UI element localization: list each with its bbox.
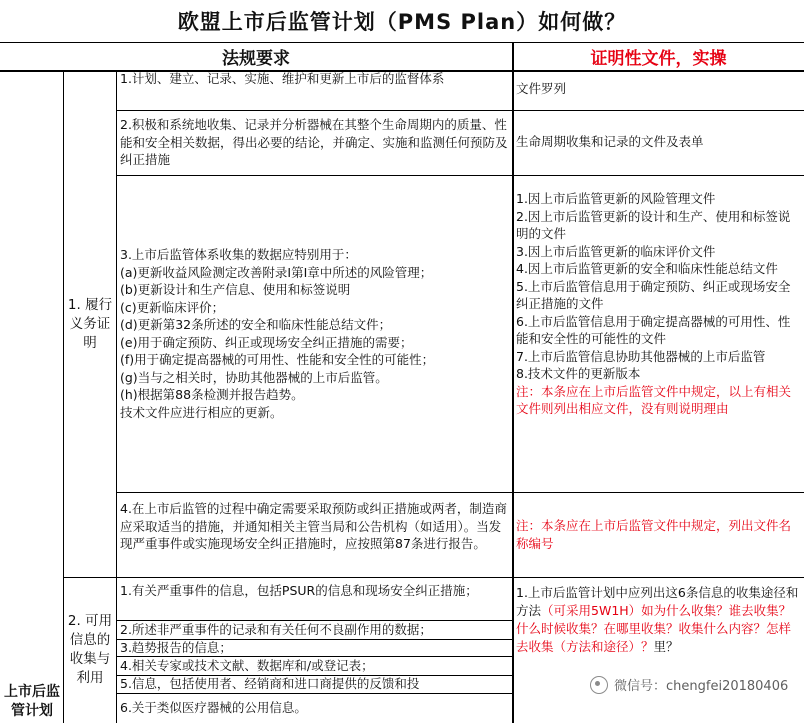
divider (116, 175, 804, 176)
evidence-3: 1.因上市后监管更新的风险管理文件 2.因上市后监管更新的设计和生产、使用和标签说明的文件 3.因上市后监管更新的临床评价文件 4.因上市后监管更新的安全和临床性能总结文件 5.上市后监管信息用于确定预防、纠正或现场安全纠正措施的文件 6.上市后监管信息用于确定提高器械的可用性、性能和安全性的可能性的文件 7.上市后监管信息协助其他器械的上市后监管 8.技术文件的更新版本 注：本条应在上市后监管文件中规定，以上有相关文件则列出相应文件，没有则说明理由 (516, 191, 792, 416)
requirement-1: 1.计划、建立、记录、实施、维护和更新上市后的监督体系 (120, 71, 445, 86)
divider (116, 72, 117, 723)
section-label-2: 2. 可用信息的收集与利用 (67, 613, 113, 686)
watermark: 微信号：chengfei20180406 (590, 675, 788, 694)
divider (116, 492, 804, 493)
wechat-icon (590, 676, 608, 694)
requirement-3: 3.上市后监管体系收集的数据应特别用于： (a)更新收益风险测定改善附录I第I章中所述的风险管理； (b)更新设计和生产信息、使用和标签说明 (c)更新临床评价； (d)更新第32条所述的安全和临床性能总结文件； (e)用于确定预防、纠正或现场安全纠正措施的需要； (f)用于确定提高器械的可用性、性能和安全性的可能性； (g)当与之相关时，协助其他器械的上市后监管。 (h)根据第88条检测并报告趋势。 技术文件应进行相应的更新。 (120, 247, 435, 420)
requirement-4: 4.在上市后监管的过程中确定需要采取预防或纠正措施或两者，制造商应采取适当的措施，并通知相关主管当局和公告机构（如适用）。当发现严重事件或实施现场安全纠正措施时，应按照第87条进行报告。 (120, 501, 507, 551)
section-label-1: 1. 履行义务证明 (67, 297, 113, 351)
evidence-5: 1.上市后监管计划中应列出这6条信息的收集途径和方法（可采用5W1H）如为什么收集？谁去收集？什么时候收集？在哪里收集？收集什么内容？怎样去收集（方法和途径）？里？ (516, 585, 799, 654)
page-title: 欧盟上市后监管计划（PMS Plan）如何做？ (0, 0, 804, 43)
evidence-2: 生命周期收集和记录的文件及表单 (516, 134, 704, 149)
header-evidence: 证明性文件，实操 (513, 42, 804, 72)
evidence-1: 文件罗列 (516, 81, 567, 96)
info-item-2: 2.所述非严重事件的记录和有关任何不良副作用的数据； (120, 622, 432, 637)
info-item-5: 5.信息，包括使用者、经销商和进口商提供的反馈和投 (120, 676, 420, 691)
info-item-4: 4.相关专家或技术文献、数据库和/或登记表； (120, 658, 374, 673)
requirement-2: 2.积极和系统地收集、记录并分析器械在其整个生命周期内的质量、性能和安全相关数据，得出必要的结论，并确定、实施和监测任何预防及纠正措施 (120, 117, 508, 167)
divider (63, 577, 804, 578)
divider (116, 693, 512, 694)
divider (512, 72, 514, 723)
info-item-3: 3.趋势报告的信息； (120, 640, 232, 655)
group-label: 上市后监管计划 (4, 684, 60, 719)
info-item-1: 1.有关严重事件的信息，包括PSUR的信息和现场安全纠正措施； (120, 583, 478, 598)
header-requirements: 法规要求 (0, 42, 514, 72)
info-item-6: 6.关于类似医疗器械的公用信息。 (120, 700, 307, 715)
divider (116, 110, 804, 111)
evidence-4: 注：本条应在上市后监管文件中规定，列出文件名称编号 (516, 518, 792, 551)
divider (63, 72, 64, 723)
